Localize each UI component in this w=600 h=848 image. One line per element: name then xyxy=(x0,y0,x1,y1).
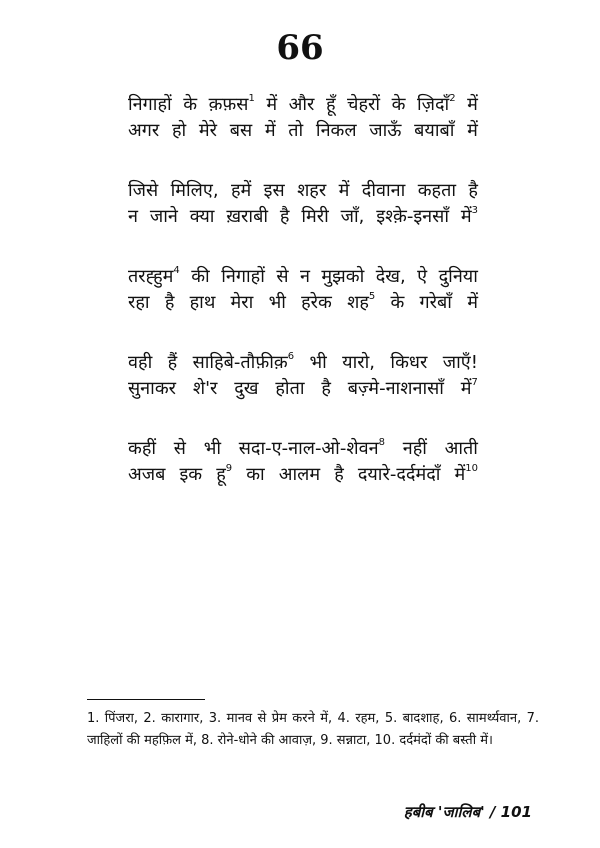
word: में$^7$ xyxy=(460,377,478,399)
footnote-marker: 6 xyxy=(287,351,295,362)
page-footer: हबीब 'जालिब' / 101 xyxy=(403,803,532,821)
footnote-divider xyxy=(87,699,205,700)
word: नहीं xyxy=(402,438,427,459)
word: है xyxy=(468,180,478,201)
word: साहिबे-तौफ़ीक़$^6$ xyxy=(192,351,295,373)
stanza xyxy=(128,264,478,316)
footnote-marker: 2 xyxy=(449,93,456,104)
word: में xyxy=(338,180,350,201)
word: की xyxy=(191,266,210,287)
footnote-marker: 9 xyxy=(225,463,233,474)
word: सदा-ए-नाल-ओ-शेवन$^8$ xyxy=(238,437,385,459)
word: शे'र xyxy=(192,378,218,399)
word: न xyxy=(299,266,310,287)
word: निगाहों xyxy=(221,266,265,287)
word: हू$^9$ xyxy=(216,463,233,485)
word: हूँ xyxy=(325,94,336,115)
word: है xyxy=(334,464,344,485)
poem-line xyxy=(128,92,478,118)
ghazal-body xyxy=(128,92,478,522)
word: इस xyxy=(263,180,285,201)
footnote-marker: 8 xyxy=(378,437,385,448)
word: बयाबाँ xyxy=(414,120,455,141)
word: मेरे xyxy=(198,120,217,141)
word: चेहरों xyxy=(347,94,381,115)
word: आती xyxy=(444,438,478,459)
word: में xyxy=(266,94,278,115)
word: गरेबाँ xyxy=(419,292,452,313)
stanza xyxy=(128,178,478,230)
word: ख़राबी xyxy=(226,206,269,227)
word: के xyxy=(391,94,406,115)
word: शहर xyxy=(297,180,327,201)
word: सुनाकर xyxy=(128,378,177,399)
word: दुनिया xyxy=(438,266,478,287)
word: हैं xyxy=(167,352,178,373)
footnote-marker: 7 xyxy=(471,377,478,388)
word: आलम xyxy=(278,464,321,485)
word: बज़्मे-नाशनासाँ xyxy=(347,378,444,399)
word: जाँ, xyxy=(340,206,365,227)
word: यारो, xyxy=(342,352,376,373)
word: से xyxy=(173,438,186,459)
word: रहा xyxy=(128,292,150,313)
word: में xyxy=(467,120,478,141)
word: है xyxy=(279,206,290,227)
word: हो xyxy=(171,120,187,141)
poem-line xyxy=(128,118,478,144)
poem-line xyxy=(128,376,478,402)
word: किधर xyxy=(390,352,428,373)
stanza xyxy=(128,92,478,144)
word: वही xyxy=(128,352,153,373)
word: में xyxy=(264,120,276,141)
word: हमें xyxy=(230,180,252,201)
word: तो xyxy=(288,120,304,141)
word: निगाहों xyxy=(128,94,172,115)
word: क्या xyxy=(189,206,215,227)
word: ऐ xyxy=(417,266,428,287)
word: में$^{10}$ xyxy=(454,463,478,485)
page-number: 66 xyxy=(276,28,324,68)
word: में xyxy=(467,292,478,313)
word: देख, xyxy=(375,266,406,287)
poem-line xyxy=(128,436,478,462)
word: के xyxy=(390,292,405,313)
word: अजब xyxy=(128,464,166,485)
word: जाऊँ xyxy=(369,120,402,141)
word: है xyxy=(164,292,175,313)
word: भी xyxy=(268,292,286,313)
word: भी xyxy=(309,352,327,373)
word: दुख xyxy=(234,378,259,399)
word: इश्क़े-इनसाँ xyxy=(376,206,449,227)
word: मिरी xyxy=(301,206,329,227)
word: बस xyxy=(229,120,253,141)
word: इक xyxy=(179,464,203,485)
word: न xyxy=(128,206,138,227)
word: तरह्हुम$^4$ xyxy=(128,265,180,287)
word: कहीं xyxy=(128,438,157,459)
word: और xyxy=(288,94,315,115)
footnote-marker: 3 xyxy=(471,205,478,216)
word: हरेक xyxy=(301,292,332,313)
word: मिलिए, xyxy=(170,180,219,201)
word: मुझको xyxy=(321,266,365,287)
word: क़फ़स$^1$ xyxy=(208,93,255,115)
word: हाथ xyxy=(189,292,216,313)
word: कहता xyxy=(417,180,457,201)
poem-line xyxy=(128,264,478,290)
word: दयारे-दर्दमंदाँ xyxy=(357,464,441,485)
footnotes: 1. पिंजरा, 2. कारागार, 3. मानव से प्रेम करने में, 4. रहम, 5. बादशाह, 6. सामर्थ्यवान, 7. जाहिलों की महफ़िल में, 8. रोने-धोने की आवाज़, 9. सन्नाटा, 10. दर्दमंदों की बस्ती में। xyxy=(87,711,539,748)
footnote-marker: 1 xyxy=(248,93,255,104)
footnote-marker: 10 xyxy=(465,463,478,474)
word: में xyxy=(467,94,478,115)
stanza xyxy=(128,436,478,488)
word: होता xyxy=(275,378,305,399)
poem-line xyxy=(128,290,478,316)
poem-line xyxy=(128,204,478,230)
word: ज़िदाँ$^2$ xyxy=(416,93,456,115)
word: में$^3$ xyxy=(460,205,478,227)
word: जाएँ! xyxy=(442,352,478,373)
word: जाने xyxy=(149,206,178,227)
word: भी xyxy=(203,438,222,459)
poem-line xyxy=(128,462,478,488)
word: अगर xyxy=(128,120,160,141)
word: के xyxy=(183,94,198,115)
word: से xyxy=(276,266,289,287)
poem-line xyxy=(128,350,478,376)
word: शह$^5$ xyxy=(347,291,376,313)
word: मेरा xyxy=(230,292,254,313)
stanza xyxy=(128,350,478,402)
word: जिसे xyxy=(128,180,159,201)
word: का xyxy=(246,464,265,485)
footnote-marker: 5 xyxy=(368,291,376,302)
word: निकल xyxy=(315,120,357,141)
footnote-marker: 4 xyxy=(173,265,180,276)
poem-line xyxy=(128,178,478,204)
word: दीवाना xyxy=(361,180,406,201)
word: है xyxy=(321,378,331,399)
